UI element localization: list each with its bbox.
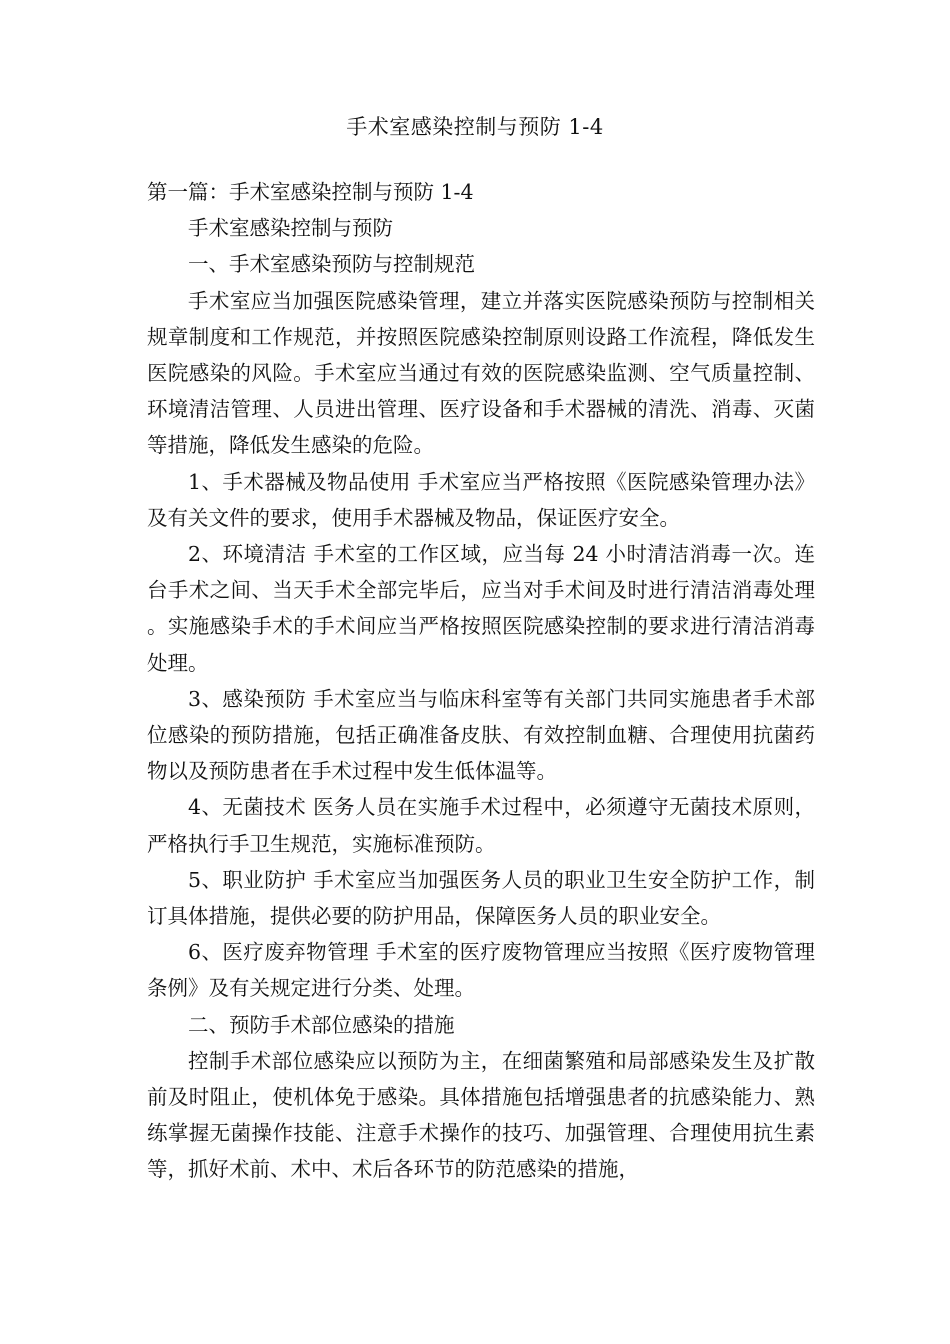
section-heading-2: 二、预防手术部位感染的措施 xyxy=(188,1012,455,1037)
paragraph-prevention: 控制手术部位感染应以预防为主，在细菌繁殖和局部感染发生及扩散前及时阻止，使机体免于感染。具体措施包括增强患者的抗感染能力、熟练掌握无菌操作技能、注意手术操作的技巧、加强管理、合理使用抗生素等，抓好术前、术中、术后各环节的防范感染的措施， xyxy=(147,1048,815,1182)
paragraph-intro: 手术室应当加强医院感染管理，建立并落实医院感染预防与控制相关规章制度和工作规范，并按照医院感染控制原则设路工作流程，降低发生医院感染的风险。手术室应当通过有效的医院感染监测、空气质量控制、环境清洁管理、人员进出管理、医疗设备和手术器械的清洗、消毒、灭菌等措施，降低发生感染的危险。 xyxy=(147,288,815,458)
paragraph-chapter-heading: 第一篇：手术室感染控制与预防 1-4 xyxy=(147,180,474,204)
paragraph-item-5: 5、职业防护 手术室应当加强医务人员的职业卫生安全防护工作，制订具体措施，提供必要的防护用品，保障医务人员的职业安全。 xyxy=(147,867,815,929)
paragraph-item-3: 3、感染预防 手术室应当与临床科室等有关部门共同实施患者手术部位感染的预防措施，包括正确准备皮肤、有效控制血糖、合理使用抗菌药物以及预防患者在手术过程中发生低体温等。 xyxy=(147,686,815,784)
paragraph-item-6: 6、医疗废弃物管理 手术室的医疗废物管理应当按照《医疗废物管理条例》及有关规定进行分类、处理。 xyxy=(147,940,815,1001)
document-body xyxy=(147,174,815,1188)
section-heading-1: 一、手术室感染预防与控制规范 xyxy=(188,252,475,277)
paragraph-item-4: 4、无菌技术 医务人员在实施手术过程中，必须遵守无菌技术原则，严格执行手卫生规范，实施标准预防。 xyxy=(147,795,815,856)
paragraph-subtitle: 手术室感染控制与预防 xyxy=(188,216,393,241)
paragraph-item-2: 2、环境清洁 手术室的工作区域，应当每 24 小时清洁消毒一次。连台手术之间、当天手术全部完毕后，应当对手术间及时进行清洁消毒处理。实施感染手术的手术间应当严格按照医院感染控制的要求进行清洁消毒处理。 xyxy=(147,542,815,675)
paragraph-item-1: 1、手术器械及物品使用 手术室应当严格按照《医院感染管理办法》及有关文件的要求，使用手术器械及物品，保证医疗安全。 xyxy=(147,469,815,530)
document-title: 手术室感染控制与预防 1-4 xyxy=(346,115,604,139)
